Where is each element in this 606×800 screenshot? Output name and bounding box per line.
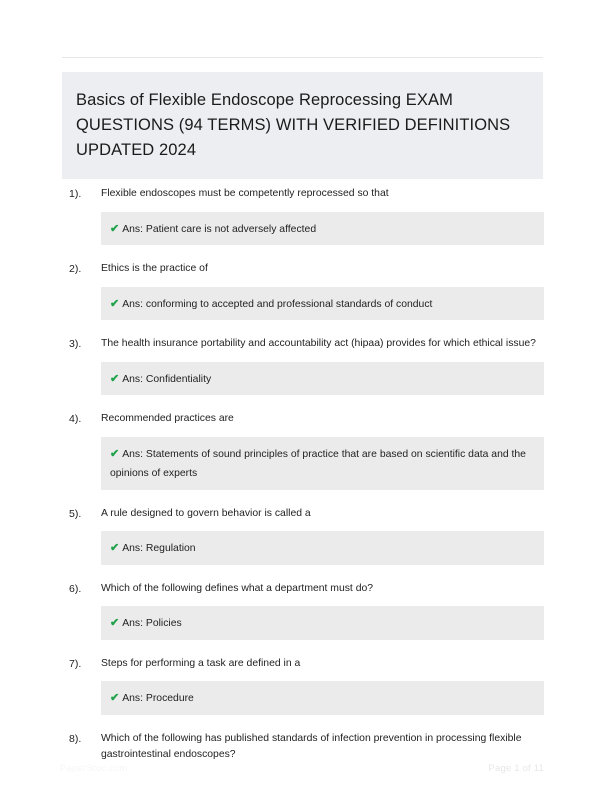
question-block bbox=[0, 336, 606, 395]
answer-text: Ans: Procedure bbox=[122, 693, 194, 704]
question-number: 3). bbox=[69, 338, 82, 350]
check-icon: ✔ bbox=[110, 692, 120, 704]
question-block bbox=[0, 506, 606, 565]
question-number: 8). bbox=[69, 732, 82, 745]
check-icon: ✔ bbox=[110, 297, 120, 310]
answer-text: Ans: conforming to accepted and professional standards of conduct bbox=[122, 298, 433, 310]
question-block bbox=[0, 656, 606, 715]
question-text: Ethics is the practice of bbox=[101, 263, 208, 274]
answer-text: Ans: Patient care is not adversely affected bbox=[122, 223, 317, 235]
question-number: 2). bbox=[69, 263, 82, 275]
questions-list bbox=[0, 186, 606, 780]
check-icon: ✔ bbox=[110, 542, 120, 554]
answer-text: Ans: Statements of sound principles of practice that are based on scientific data and the opinions of experts bbox=[110, 448, 526, 479]
question-text: Which of the following has published standards of infection prevention in processing flexible gastrointestinal endoscopes? bbox=[101, 732, 522, 760]
check-icon: ✔ bbox=[110, 447, 120, 460]
question-block bbox=[0, 411, 606, 490]
question-block bbox=[0, 731, 606, 764]
answer-box bbox=[101, 531, 544, 565]
page-number-label: Page 1 of 11 bbox=[488, 763, 544, 774]
question-number: 6). bbox=[69, 582, 82, 595]
answer-text: Ans: Confidentiality bbox=[122, 373, 212, 385]
document-title-banner bbox=[62, 72, 543, 179]
question-number: 5). bbox=[69, 507, 82, 520]
question-block bbox=[0, 581, 606, 640]
answer-box bbox=[101, 606, 544, 640]
answer-box bbox=[101, 287, 544, 321]
question-text: The health insurance portability and accountability act (hipaa) provides for which ethical issue? bbox=[101, 338, 536, 349]
page-title: Basics of Flexible Endoscope Reprocessing EXAM QUESTIONS (94 TERMS) WITH VERIFIED DEFINITIONS UPDATED 2024 bbox=[76, 91, 511, 159]
check-icon: ✔ bbox=[110, 617, 120, 629]
question-text: Which of the following defines what a department must do? bbox=[101, 582, 374, 594]
answer-box bbox=[101, 212, 544, 246]
question-number: 4). bbox=[69, 413, 82, 425]
header-divider bbox=[62, 57, 543, 58]
question-text: Flexible endoscopes must be competently reprocessed so that bbox=[101, 188, 389, 199]
check-icon: ✔ bbox=[110, 372, 120, 385]
question-number: 7). bbox=[69, 657, 82, 670]
question-block bbox=[0, 186, 606, 245]
question-block bbox=[0, 261, 606, 320]
watermark-label: PaperStoc.com bbox=[60, 763, 128, 774]
question-text: Steps for performing a task are defined in a bbox=[101, 657, 301, 669]
answer-text: Ans: Policies bbox=[122, 618, 182, 629]
check-icon: ✔ bbox=[110, 222, 120, 235]
page-footer bbox=[0, 763, 606, 783]
question-number: 1). bbox=[69, 188, 82, 200]
question-text: Recommended practices are bbox=[101, 413, 234, 424]
answer-box bbox=[101, 362, 544, 396]
answer-text: Ans: Regulation bbox=[122, 543, 196, 554]
question-text: A rule designed to govern behavior is called a bbox=[101, 507, 311, 519]
answer-box bbox=[101, 681, 544, 715]
answer-box bbox=[101, 437, 544, 490]
